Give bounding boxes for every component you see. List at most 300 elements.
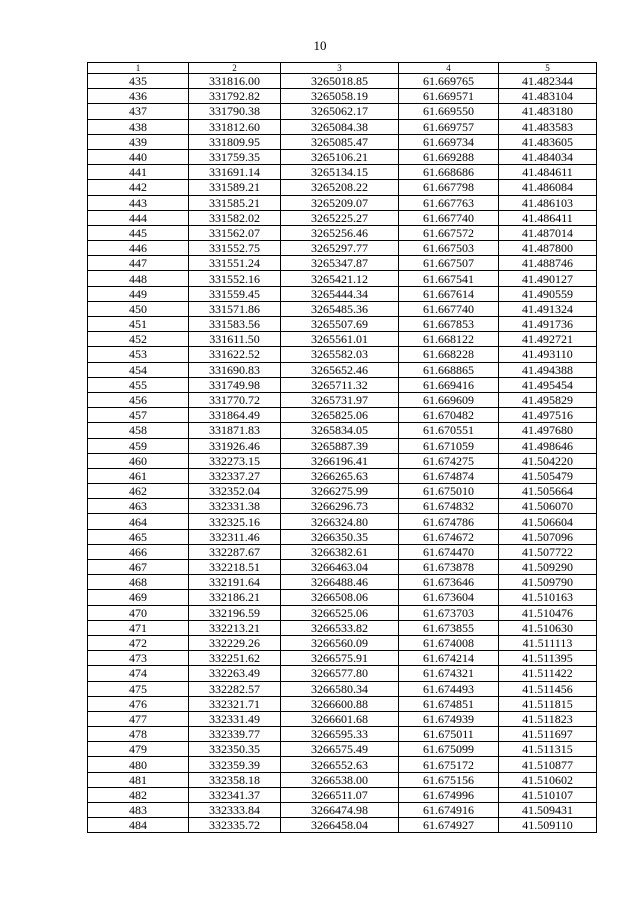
table-cell: 41.482344 bbox=[499, 74, 597, 89]
table-cell: 332273.15 bbox=[189, 453, 281, 468]
table-cell: 41.509790 bbox=[499, 575, 597, 590]
table-cell: 332341.37 bbox=[189, 787, 281, 802]
table-cell: 61.674832 bbox=[399, 499, 499, 514]
table-cell: 3265834.05 bbox=[281, 423, 399, 438]
table-cell: 3266580.34 bbox=[281, 681, 399, 696]
table-cell: 41.507722 bbox=[499, 544, 597, 559]
table-cell: 331749.98 bbox=[189, 377, 281, 392]
table-cell: 449 bbox=[88, 286, 189, 301]
table-cell: 61.674996 bbox=[399, 787, 499, 802]
table-cell: 41.511113 bbox=[499, 635, 597, 650]
table-cell: 61.670551 bbox=[399, 423, 499, 438]
table-cell: 456 bbox=[88, 392, 189, 407]
table-cell: 3266463.04 bbox=[281, 560, 399, 575]
table-cell: 3265208.22 bbox=[281, 180, 399, 195]
table-cell: 3265209.07 bbox=[281, 195, 399, 210]
table-cell: 3266511.07 bbox=[281, 787, 399, 802]
table-cell: 331562.07 bbox=[189, 225, 281, 240]
table-row bbox=[88, 438, 597, 453]
table-cell: 463 bbox=[88, 499, 189, 514]
table-cell: 435 bbox=[88, 74, 189, 89]
table-cell: 41.497516 bbox=[499, 408, 597, 423]
table-cell: 471 bbox=[88, 620, 189, 635]
table-cell: 331812.60 bbox=[189, 119, 281, 134]
table-cell: 3265347.87 bbox=[281, 256, 399, 271]
table-cell: 3266575.91 bbox=[281, 651, 399, 666]
table-cell: 332321.71 bbox=[189, 696, 281, 711]
table-cell: 331864.49 bbox=[189, 408, 281, 423]
table-cell: 454 bbox=[88, 362, 189, 377]
table-cell: 61.675099 bbox=[399, 742, 499, 757]
coordinates-table bbox=[87, 62, 597, 833]
table-cell: 41.510630 bbox=[499, 620, 597, 635]
table-cell: 3265085.47 bbox=[281, 134, 399, 149]
table-cell: 481 bbox=[88, 772, 189, 787]
table-cell: 61.667798 bbox=[399, 180, 499, 195]
table-cell: 3265825.06 bbox=[281, 408, 399, 423]
table-cell: 331552.75 bbox=[189, 241, 281, 256]
table-row bbox=[88, 651, 597, 666]
table-cell: 462 bbox=[88, 484, 189, 499]
table-row bbox=[88, 165, 597, 180]
table-cell: 41.495829 bbox=[499, 392, 597, 407]
table-cell: 3265256.46 bbox=[281, 225, 399, 240]
table-cell: 41.509290 bbox=[499, 560, 597, 575]
table-cell: 61.667853 bbox=[399, 317, 499, 332]
table-cell: 61.667763 bbox=[399, 195, 499, 210]
table-cell: 332218.51 bbox=[189, 560, 281, 575]
table-cell: 332339.77 bbox=[189, 727, 281, 742]
table-cell: 41.486411 bbox=[499, 210, 597, 225]
table-cell: 61.674275 bbox=[399, 453, 499, 468]
table-cell: 61.670482 bbox=[399, 408, 499, 423]
table-row bbox=[88, 696, 597, 711]
table-cell: 459 bbox=[88, 438, 189, 453]
table-cell: 472 bbox=[88, 635, 189, 650]
table-row bbox=[88, 605, 597, 620]
table-cell: 3266538.00 bbox=[281, 772, 399, 787]
table-cell: 331792.82 bbox=[189, 89, 281, 104]
table-cell: 41.483583 bbox=[499, 119, 597, 134]
table-row bbox=[88, 544, 597, 559]
table-cell: 41.506070 bbox=[499, 499, 597, 514]
table-cell: 437 bbox=[88, 104, 189, 119]
table-row bbox=[88, 484, 597, 499]
table-cell: 436 bbox=[88, 89, 189, 104]
table-row bbox=[88, 377, 597, 392]
table-row bbox=[88, 301, 597, 316]
table-cell: 41.484034 bbox=[499, 149, 597, 164]
table-cell: 61.668122 bbox=[399, 332, 499, 347]
table-cell: 3266382.61 bbox=[281, 544, 399, 559]
table-cell: 61.667541 bbox=[399, 271, 499, 286]
table-cell: 331559.45 bbox=[189, 286, 281, 301]
table-cell: 61.667503 bbox=[399, 241, 499, 256]
column-header: 2 bbox=[189, 63, 281, 74]
table-cell: 41.486103 bbox=[499, 195, 597, 210]
table-cell: 3266560.09 bbox=[281, 635, 399, 650]
table-cell: 61.667740 bbox=[399, 210, 499, 225]
table-cell: 41.511395 bbox=[499, 651, 597, 666]
table-cell: 61.675010 bbox=[399, 484, 499, 499]
table-cell: 3266458.04 bbox=[281, 818, 399, 833]
table-cell: 61.669765 bbox=[399, 74, 499, 89]
table-cell: 332358.18 bbox=[189, 772, 281, 787]
table-cell: 332191.64 bbox=[189, 575, 281, 590]
table-cell: 61.668228 bbox=[399, 347, 499, 362]
table-row bbox=[88, 742, 597, 757]
table-cell: 331770.72 bbox=[189, 392, 281, 407]
table-cell: 41.510163 bbox=[499, 590, 597, 605]
table-cell: 468 bbox=[88, 575, 189, 590]
table-row bbox=[88, 757, 597, 772]
table-cell: 465 bbox=[88, 529, 189, 544]
table-row bbox=[88, 149, 597, 164]
table-cell: 332287.67 bbox=[189, 544, 281, 559]
table-cell: 466 bbox=[88, 544, 189, 559]
table-cell: 3265225.27 bbox=[281, 210, 399, 225]
table-cell: 3266324.80 bbox=[281, 514, 399, 529]
table-cell: 61.668865 bbox=[399, 362, 499, 377]
table-cell: 41.497680 bbox=[499, 423, 597, 438]
table-cell: 41.510602 bbox=[499, 772, 597, 787]
table-cell: 332186.21 bbox=[189, 590, 281, 605]
table-cell: 448 bbox=[88, 271, 189, 286]
table-cell: 61.674008 bbox=[399, 635, 499, 650]
table-row bbox=[88, 210, 597, 225]
table-cell: 331759.35 bbox=[189, 149, 281, 164]
table-row bbox=[88, 392, 597, 407]
table-cell: 331691.14 bbox=[189, 165, 281, 180]
table-row bbox=[88, 620, 597, 635]
table-cell: 61.673855 bbox=[399, 620, 499, 635]
table-cell: 3266595.33 bbox=[281, 727, 399, 742]
table-cell: 473 bbox=[88, 651, 189, 666]
table-cell: 61.673878 bbox=[399, 560, 499, 575]
table-cell: 3265297.77 bbox=[281, 241, 399, 256]
table-cell: 41.491324 bbox=[499, 301, 597, 316]
table-cell: 452 bbox=[88, 332, 189, 347]
table-cell: 3265731.97 bbox=[281, 392, 399, 407]
table-row bbox=[88, 666, 597, 681]
table-cell: 332311.46 bbox=[189, 529, 281, 544]
table-cell: 61.675156 bbox=[399, 772, 499, 787]
table-cell: 41.511422 bbox=[499, 666, 597, 681]
table-cell: 61.674214 bbox=[399, 651, 499, 666]
table-cell: 3265887.39 bbox=[281, 438, 399, 453]
table-cell: 3266533.82 bbox=[281, 620, 399, 635]
table-cell: 41.483180 bbox=[499, 104, 597, 119]
table-cell: 3266488.46 bbox=[281, 575, 399, 590]
table-row bbox=[88, 635, 597, 650]
table-cell: 331583.56 bbox=[189, 317, 281, 332]
table-cell: 440 bbox=[88, 149, 189, 164]
table-cell: 61.667572 bbox=[399, 225, 499, 240]
table-cell: 461 bbox=[88, 468, 189, 483]
table-cell: 41.504220 bbox=[499, 453, 597, 468]
table-cell: 41.509110 bbox=[499, 818, 597, 833]
table-cell: 41.510107 bbox=[499, 787, 597, 802]
table-cell: 41.511815 bbox=[499, 696, 597, 711]
table-row bbox=[88, 529, 597, 544]
table-cell: 3265652.46 bbox=[281, 362, 399, 377]
table-cell: 331585.21 bbox=[189, 195, 281, 210]
table-cell: 332251.62 bbox=[189, 651, 281, 666]
table-row bbox=[88, 271, 597, 286]
table-cell: 3265444.34 bbox=[281, 286, 399, 301]
table-cell: 483 bbox=[88, 803, 189, 818]
table-row bbox=[88, 104, 597, 119]
table-cell: 332325.16 bbox=[189, 514, 281, 529]
table-cell: 451 bbox=[88, 317, 189, 332]
table-cell: 447 bbox=[88, 256, 189, 271]
table-cell: 61.674927 bbox=[399, 818, 499, 833]
table-row bbox=[88, 317, 597, 332]
table-cell: 61.669757 bbox=[399, 119, 499, 134]
table-cell: 61.674916 bbox=[399, 803, 499, 818]
table-cell: 61.674939 bbox=[399, 711, 499, 726]
table-header-row bbox=[88, 63, 597, 74]
table-cell: 61.675011 bbox=[399, 727, 499, 742]
table-row bbox=[88, 590, 597, 605]
table-cell: 61.669734 bbox=[399, 134, 499, 149]
table-cell: 41.511456 bbox=[499, 681, 597, 696]
table-cell: 61.674493 bbox=[399, 681, 499, 696]
table-row bbox=[88, 575, 597, 590]
table-cell: 3266350.35 bbox=[281, 529, 399, 544]
table-row bbox=[88, 468, 597, 483]
table-cell: 61.667507 bbox=[399, 256, 499, 271]
table-cell: 3266575.49 bbox=[281, 742, 399, 757]
table-cell: 331690.83 bbox=[189, 362, 281, 377]
table-cell: 474 bbox=[88, 666, 189, 681]
table-cell: 445 bbox=[88, 225, 189, 240]
table-cell: 331611.50 bbox=[189, 332, 281, 347]
table-cell: 331552.16 bbox=[189, 271, 281, 286]
table-row bbox=[88, 453, 597, 468]
table-cell: 332331.38 bbox=[189, 499, 281, 514]
table-row bbox=[88, 727, 597, 742]
table-cell: 475 bbox=[88, 681, 189, 696]
table-cell: 444 bbox=[88, 210, 189, 225]
table-cell: 61.668686 bbox=[399, 165, 499, 180]
table-cell: 331809.95 bbox=[189, 134, 281, 149]
table-cell: 3266508.06 bbox=[281, 590, 399, 605]
table-row bbox=[88, 74, 597, 89]
table-cell: 3265062.17 bbox=[281, 104, 399, 119]
table-cell: 331816.00 bbox=[189, 74, 281, 89]
table-cell: 480 bbox=[88, 757, 189, 772]
table-cell: 41.498646 bbox=[499, 438, 597, 453]
table-row bbox=[88, 423, 597, 438]
table-cell: 41.488746 bbox=[499, 256, 597, 271]
table-cell: 41.510476 bbox=[499, 605, 597, 620]
table-cell: 61.673703 bbox=[399, 605, 499, 620]
table-cell: 41.490559 bbox=[499, 286, 597, 301]
table-cell: 41.495454 bbox=[499, 377, 597, 392]
table-cell: 41.511697 bbox=[499, 727, 597, 742]
table-cell: 332282.57 bbox=[189, 681, 281, 696]
table-cell: 479 bbox=[88, 742, 189, 757]
table-cell: 41.484611 bbox=[499, 165, 597, 180]
table-cell: 477 bbox=[88, 711, 189, 726]
table-cell: 458 bbox=[88, 423, 189, 438]
table-cell: 61.674672 bbox=[399, 529, 499, 544]
table-cell: 450 bbox=[88, 301, 189, 316]
table-cell: 464 bbox=[88, 514, 189, 529]
table-cell: 41.492721 bbox=[499, 332, 597, 347]
table-row bbox=[88, 362, 597, 377]
table-cell: 41.483605 bbox=[499, 134, 597, 149]
table-row bbox=[88, 241, 597, 256]
table-cell: 41.511315 bbox=[499, 742, 597, 757]
table-cell: 41.486084 bbox=[499, 180, 597, 195]
table-cell: 442 bbox=[88, 180, 189, 195]
table-cell: 332196.59 bbox=[189, 605, 281, 620]
table-cell: 3266474.98 bbox=[281, 803, 399, 818]
table-cell: 41.511823 bbox=[499, 711, 597, 726]
column-header: 4 bbox=[399, 63, 499, 74]
table-row bbox=[88, 560, 597, 575]
table-row bbox=[88, 514, 597, 529]
table-cell: 3265084.38 bbox=[281, 119, 399, 134]
table-cell: 41.505664 bbox=[499, 484, 597, 499]
table-cell: 3266600.88 bbox=[281, 696, 399, 711]
table-cell: 41.494388 bbox=[499, 362, 597, 377]
table-cell: 482 bbox=[88, 787, 189, 802]
table-cell: 478 bbox=[88, 727, 189, 742]
table-cell: 61.667614 bbox=[399, 286, 499, 301]
table-cell: 3266265.63 bbox=[281, 468, 399, 483]
column-header: 1 bbox=[88, 63, 189, 74]
table-cell: 476 bbox=[88, 696, 189, 711]
table-cell: 3266601.68 bbox=[281, 711, 399, 726]
table-cell: 470 bbox=[88, 605, 189, 620]
table-cell: 61.671059 bbox=[399, 438, 499, 453]
table-cell: 41.483104 bbox=[499, 89, 597, 104]
table-cell: 41.506604 bbox=[499, 514, 597, 529]
table-cell: 332335.72 bbox=[189, 818, 281, 833]
table-cell: 3266196.41 bbox=[281, 453, 399, 468]
table-cell: 61.674321 bbox=[399, 666, 499, 681]
table-cell: 3265711.32 bbox=[281, 377, 399, 392]
table-cell: 331571.86 bbox=[189, 301, 281, 316]
table-row bbox=[88, 195, 597, 210]
table-cell: 453 bbox=[88, 347, 189, 362]
table-cell: 331622.52 bbox=[189, 347, 281, 362]
table-cell: 61.669416 bbox=[399, 377, 499, 392]
table-cell: 439 bbox=[88, 134, 189, 149]
table-row bbox=[88, 256, 597, 271]
table-cell: 61.675172 bbox=[399, 757, 499, 772]
table-cell: 41.509431 bbox=[499, 803, 597, 818]
table-row bbox=[88, 89, 597, 104]
table-cell: 331551.24 bbox=[189, 256, 281, 271]
table-cell: 61.669288 bbox=[399, 149, 499, 164]
table-cell: 332213.21 bbox=[189, 620, 281, 635]
table-cell: 3265058.19 bbox=[281, 89, 399, 104]
table-cell: 41.487800 bbox=[499, 241, 597, 256]
table-cell: 41.487014 bbox=[499, 225, 597, 240]
table-row bbox=[88, 772, 597, 787]
table-row bbox=[88, 681, 597, 696]
table-cell: 438 bbox=[88, 119, 189, 134]
table-cell: 332352.04 bbox=[189, 484, 281, 499]
table-cell: 457 bbox=[88, 408, 189, 423]
table-cell: 441 bbox=[88, 165, 189, 180]
table-cell: 61.674470 bbox=[399, 544, 499, 559]
table-cell: 41.491736 bbox=[499, 317, 597, 332]
table-cell: 331589.21 bbox=[189, 180, 281, 195]
table-cell: 61.669609 bbox=[399, 392, 499, 407]
table-cell: 3266552.63 bbox=[281, 757, 399, 772]
table-cell: 467 bbox=[88, 560, 189, 575]
table-row bbox=[88, 803, 597, 818]
table-row bbox=[88, 818, 597, 833]
table-cell: 61.673604 bbox=[399, 590, 499, 605]
table-row bbox=[88, 286, 597, 301]
table-cell: 3265106.21 bbox=[281, 149, 399, 164]
table-row bbox=[88, 134, 597, 149]
table-row bbox=[88, 225, 597, 240]
table-cell: 443 bbox=[88, 195, 189, 210]
table-cell: 61.669550 bbox=[399, 104, 499, 119]
table-cell: 41.507096 bbox=[499, 529, 597, 544]
table-cell: 61.674874 bbox=[399, 468, 499, 483]
table-row bbox=[88, 347, 597, 362]
table-cell: 332229.26 bbox=[189, 635, 281, 650]
column-header: 3 bbox=[281, 63, 399, 74]
table-cell: 3266296.73 bbox=[281, 499, 399, 514]
table-body bbox=[88, 74, 597, 833]
table-row bbox=[88, 119, 597, 134]
table-cell: 61.674851 bbox=[399, 696, 499, 711]
table-cell: 455 bbox=[88, 377, 189, 392]
table-cell: 332333.84 bbox=[189, 803, 281, 818]
table-cell: 3265507.69 bbox=[281, 317, 399, 332]
table-cell: 332359.39 bbox=[189, 757, 281, 772]
table-cell: 61.669571 bbox=[399, 89, 499, 104]
table-cell: 3266577.80 bbox=[281, 666, 399, 681]
table-cell: 3265485.36 bbox=[281, 301, 399, 316]
table-cell: 332337.27 bbox=[189, 468, 281, 483]
table-cell: 3265561.01 bbox=[281, 332, 399, 347]
table-cell: 41.505479 bbox=[499, 468, 597, 483]
table-cell: 331926.46 bbox=[189, 438, 281, 453]
table-cell: 3266525.06 bbox=[281, 605, 399, 620]
table-cell: 331582.02 bbox=[189, 210, 281, 225]
table-cell: 41.493110 bbox=[499, 347, 597, 362]
table-cell: 332331.49 bbox=[189, 711, 281, 726]
table-cell: 446 bbox=[88, 241, 189, 256]
table-row bbox=[88, 787, 597, 802]
table-cell: 3265134.15 bbox=[281, 165, 399, 180]
table-cell: 332350.35 bbox=[189, 742, 281, 757]
table-cell: 484 bbox=[88, 818, 189, 833]
table-cell: 3265582.03 bbox=[281, 347, 399, 362]
table-cell: 3265421.12 bbox=[281, 271, 399, 286]
table-cell: 469 bbox=[88, 590, 189, 605]
table-row bbox=[88, 180, 597, 195]
table-cell: 61.673646 bbox=[399, 575, 499, 590]
table-cell: 331790.38 bbox=[189, 104, 281, 119]
table-row bbox=[88, 711, 597, 726]
column-header: 5 bbox=[499, 63, 597, 74]
table-cell: 460 bbox=[88, 453, 189, 468]
table-cell: 331871.83 bbox=[189, 423, 281, 438]
page-number: 10 bbox=[313, 38, 327, 53]
table-cell: 61.674786 bbox=[399, 514, 499, 529]
